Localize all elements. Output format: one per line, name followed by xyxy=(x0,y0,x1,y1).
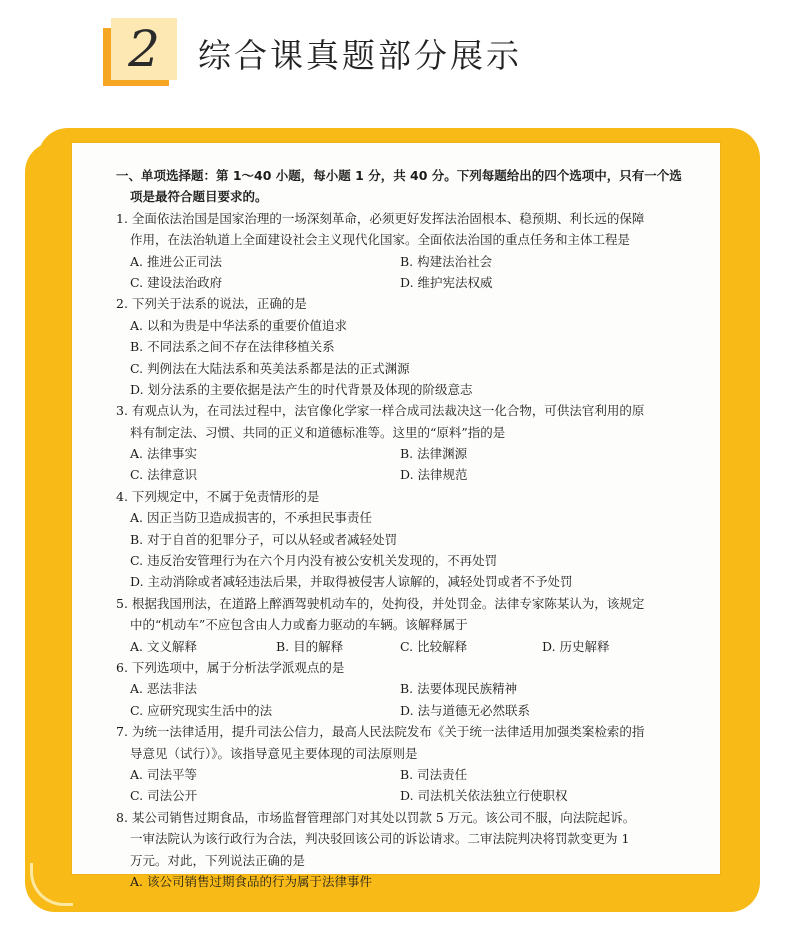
question-8-stem-line-3: 万元。对此，下列说法正确的是 xyxy=(130,852,306,868)
question-5-option-a: A. 文义解释 xyxy=(130,638,197,654)
question-5-option-d: D. 历史解释 xyxy=(542,638,610,654)
question-7-options-row-2 xyxy=(116,785,676,806)
question-3-stem-line-2: 料有制定法、习惯、共同的正义和道德标准等。这里的“原料”指的是 xyxy=(130,424,506,440)
question-2-option-d: D. 划分法系的主要依据是法产生的时代背景及体现的阶级意志 xyxy=(130,381,473,397)
question-1-options-row-1 xyxy=(116,251,676,272)
question-2-stem: 2. 下列关于法系的说法，正确的是 xyxy=(116,296,307,312)
exam-paper xyxy=(72,143,720,889)
section-title: 综合课真题部分展示 xyxy=(198,36,522,75)
section-heading-line-2: 项是最符合题目要求的。 xyxy=(130,189,268,205)
question-7-option-d: D. 司法机关依法独立行使职权 xyxy=(400,788,568,804)
section-heading-line-1: 一、单项选择题：第 1～40 小题，每小题 1 分，共 40 分。下列每题给出的四个选项中，只有一个选 xyxy=(116,168,682,183)
question-4-option-d: D. 主动消除或者减轻违法后果，并取得被侵害人谅解的，减轻处罚或者不予处罚 xyxy=(130,574,573,590)
question-6-option-b: B. 法要体现民族精神 xyxy=(400,681,518,697)
question-6-option-d: D. 法与道德无必然联系 xyxy=(400,702,531,718)
question-2-option-b: B. 不同法系之间不存在法律移植关系 xyxy=(130,339,335,355)
question-7-stem-line-1: 7. 为统一法律适用，提升司法公信力，最高人民法院发布《关于统一法律适用加强类案检索的指 xyxy=(116,724,645,740)
question-5-options-row xyxy=(116,636,676,657)
question-6-options-row-1 xyxy=(116,678,676,699)
question-1-options-row-2 xyxy=(116,272,676,293)
question-1-stem-line-2: 作用，在法治轨道上全面建设社会主义现代化国家。全面依法治国的重点任务和主体工程是 xyxy=(130,232,631,248)
question-5-stem-line-1: 5. 根据我国刑法，在道路上醉酒驾驶机动车的，处拘役，并处罚金。法律专家陈某认为，该规定 xyxy=(116,595,645,611)
question-2-option-c: C. 判例法在大陆法系和英美法系都是法的正式渊源 xyxy=(130,360,410,376)
question-7-stem-line-2: 导意见（试行）》。该指导意见主要体现的司法原则是 xyxy=(130,745,418,761)
question-3-options-row-2 xyxy=(116,464,676,485)
question-3-option-b: B. 法律渊源 xyxy=(400,446,468,462)
question-3-option-d: D. 法律规范 xyxy=(400,467,468,483)
question-3-option-c: C. 法律意识 xyxy=(130,467,198,483)
question-4-option-a: A. 因正当防卫造成损害的，不承担民事责任 xyxy=(130,510,372,526)
question-3-stem-line-1: 3. 有观点认为，在司法过程中，法官像化学家一样合成司法裁决这一化合物，可供法官利用的原 xyxy=(116,403,645,419)
question-6-option-a: A. 恶法非法 xyxy=(130,681,197,697)
question-7-option-b: B. 司法责任 xyxy=(400,766,468,782)
question-2-option-a: A. 以和为贵是中华法系的重要价值追求 xyxy=(130,317,347,333)
question-1-option-b: B. 构建法治社会 xyxy=(400,253,493,269)
question-8-stem-line-1: 8. 某公司销售过期食品，市场监督管理部门对其处以罚款 5 万元。该公司不服，向法院起诉。 xyxy=(116,809,636,825)
question-6-stem: 6. 下列选项中，属于分析法学派观点的是 xyxy=(116,659,345,675)
question-7-options-row-1 xyxy=(116,764,676,785)
question-1-option-a: A. 推进公正司法 xyxy=(130,253,222,269)
question-5-stem-line-2: 中的“机动车”不应包含由人力或畜力驱动的车辆。该解释属于 xyxy=(130,617,468,633)
question-6-option-c: C. 应研究现实生活中的法 xyxy=(130,702,273,718)
question-1-option-d: D. 维护宪法权威 xyxy=(400,274,493,290)
question-4-option-b: B. 对于自首的犯罪分子，可以从轻或者减轻处罚 xyxy=(130,531,398,547)
question-1-option-c: C. 建设法治政府 xyxy=(130,274,223,290)
question-4-option-c: C. 违反治安管理行为在六个月内没有被公安机关发现的，不再处罚 xyxy=(130,553,498,569)
exam-content xyxy=(116,165,682,892)
question-7-option-c: C. 司法公开 xyxy=(130,788,198,804)
question-3-options-row-1 xyxy=(116,443,676,464)
question-5-option-b: B. 目的解释 xyxy=(276,638,344,654)
question-6-options-row-2 xyxy=(116,700,676,721)
question-8-stem-line-2: 一审法院认为该行政行为合法，判决驳回该公司的诉讼请求。二审法院判决将罚款变更为 1 xyxy=(130,831,630,847)
question-4-stem: 4. 下列规定中，不属于免责情形的是 xyxy=(116,488,320,504)
section-number-badge: 2 xyxy=(111,18,177,80)
question-5-option-c: C. 比较解释 xyxy=(400,638,468,654)
question-7-option-a: A. 司法平等 xyxy=(130,766,197,782)
question-8-option-a: A. 该公司销售过期食品的行为属于法律事件 xyxy=(130,873,372,889)
section-header xyxy=(0,0,790,110)
question-3-option-a: A. 法律事实 xyxy=(130,446,197,462)
question-1-stem-line-1: 1. 全面依法治国是国家治理的一场深刻革命，必须更好发挥法治固根本、稳预期、利长远的保障 xyxy=(116,210,645,226)
